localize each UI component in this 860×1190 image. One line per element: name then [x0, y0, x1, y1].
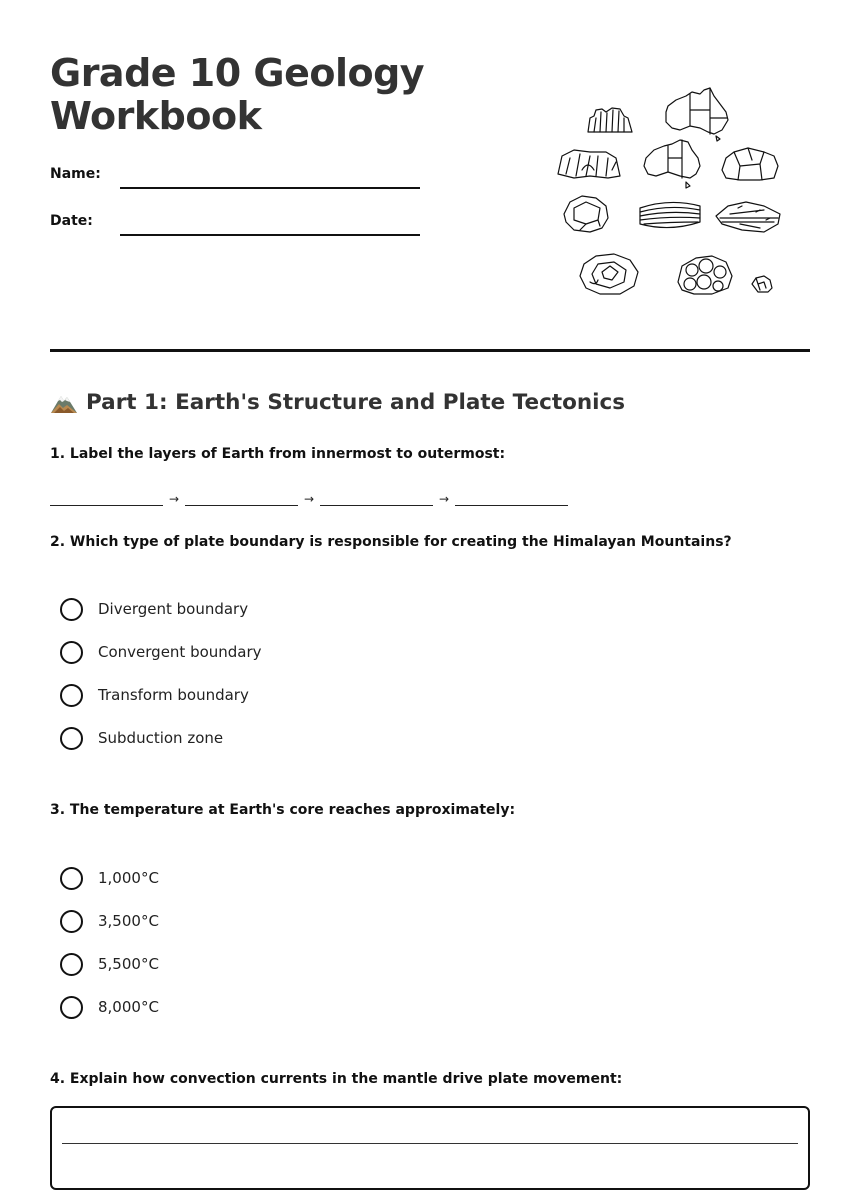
q2-option[interactable] — [60, 725, 223, 751]
radio-button[interactable] — [60, 727, 83, 750]
q3-option[interactable] — [60, 908, 159, 934]
option-label: 3,500°C — [98, 912, 159, 930]
q3-option[interactable] — [60, 994, 159, 1020]
layer-blank-1[interactable] — [50, 491, 163, 506]
conglomerate-icon — [678, 256, 732, 294]
arrow: → — [438, 492, 450, 506]
small-pebble-icon — [752, 276, 772, 292]
radio-button[interactable] — [60, 996, 83, 1019]
q3-option[interactable] — [60, 951, 159, 977]
option-label: 8,000°C — [98, 998, 159, 1016]
arrow: → — [303, 492, 315, 506]
rock-illustration — [548, 78, 798, 303]
header-divider — [50, 349, 810, 352]
option-label: Divergent boundary — [98, 600, 249, 618]
option-label: Convergent boundary — [98, 643, 262, 661]
layer-blank-4[interactable] — [455, 491, 568, 506]
radio-button[interactable] — [60, 867, 83, 890]
question-2: 2. Which type of plate boundary is responsible for creating the Himalayan Mountains? — [50, 534, 732, 550]
title-line-2: Workbook — [50, 94, 262, 138]
answer-box[interactable] — [50, 1106, 810, 1190]
arrow: → — [168, 492, 180, 506]
cliff-rock-icon — [588, 108, 632, 132]
radio-button[interactable] — [60, 684, 83, 707]
mountain-icon — [50, 392, 78, 414]
radio-button[interactable] — [60, 598, 83, 621]
radio-button[interactable] — [60, 641, 83, 664]
radio-button[interactable] — [60, 910, 83, 933]
crystal-rock-icon — [722, 148, 778, 180]
layered-stone-icon — [640, 202, 700, 227]
layer-blank-2[interactable] — [185, 491, 298, 506]
question-3: 3. The temperature at Earth's core reaches approximately: — [50, 802, 516, 818]
date-label: Date: — [50, 213, 93, 229]
answer-line — [62, 1143, 798, 1144]
q2-option[interactable] — [60, 639, 262, 665]
q2-option[interactable] — [60, 596, 248, 622]
option-label: Transform boundary — [98, 686, 249, 704]
question-4: 4. Explain how convection currents in the mantle drive plate movement: — [50, 1071, 623, 1087]
q3-option[interactable] — [60, 865, 159, 891]
round-rock-icon — [564, 196, 608, 232]
q2-option[interactable] — [60, 682, 249, 708]
australia-map-small-icon — [644, 140, 700, 188]
name-field[interactable] — [120, 187, 420, 189]
option-label: Subduction zone — [98, 729, 224, 747]
title-line-1: Grade 10 Geology — [50, 51, 425, 95]
sedimentary-slab-icon — [716, 202, 780, 232]
section-title — [50, 390, 625, 415]
date-field[interactable] — [120, 234, 420, 236]
option-label: 5,500°C — [98, 955, 159, 973]
radio-button[interactable] — [60, 953, 83, 976]
folded-rock-icon — [558, 150, 620, 178]
layers-answer-row — [50, 486, 568, 506]
page-title — [50, 52, 424, 138]
name-label: Name: — [50, 166, 101, 182]
question-1: 1. Label the layers of Earth from innermost to outermost: — [50, 446, 506, 462]
agate-icon — [580, 254, 638, 294]
layer-blank-3[interactable] — [320, 491, 433, 506]
option-label: 1,000°C — [98, 869, 159, 887]
section-title-text: Part 1: Earth's Structure and Plate Tectonics — [86, 390, 626, 415]
australia-map-icon — [666, 88, 728, 141]
